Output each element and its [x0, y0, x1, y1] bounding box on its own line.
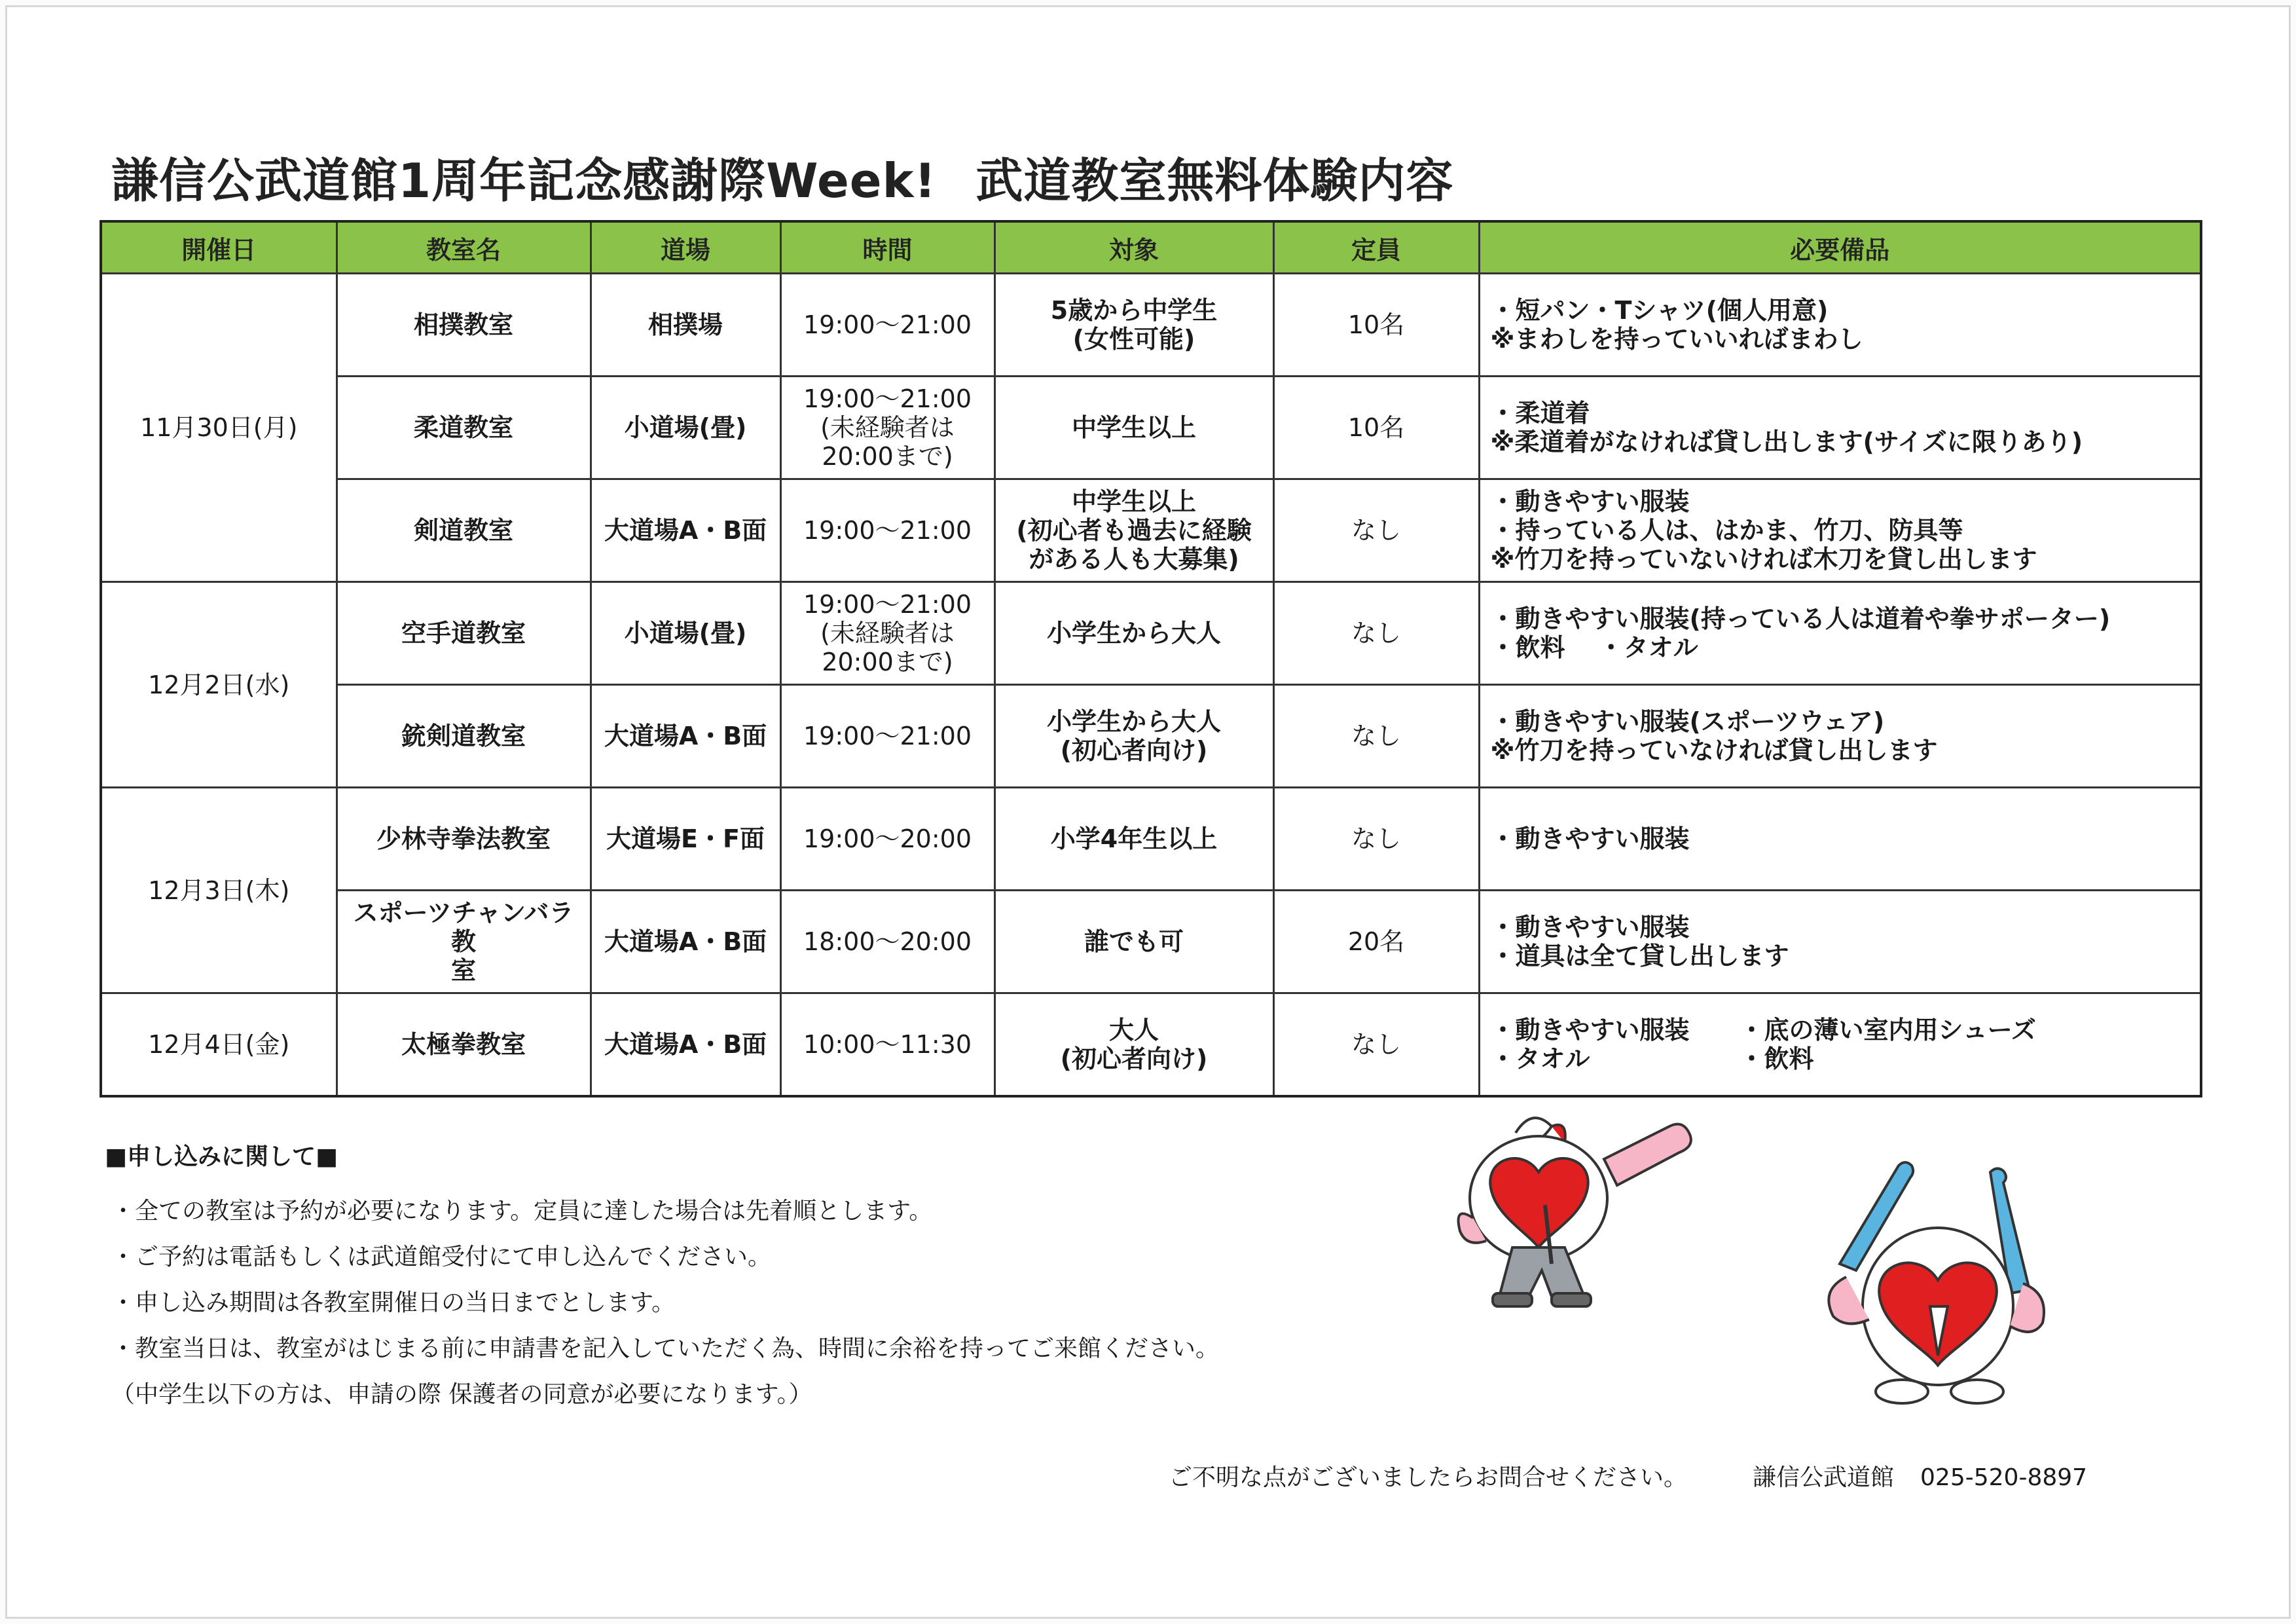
- table-header-row: [101, 221, 2201, 274]
- class-cell: スポーツチャンバラ教 室: [337, 891, 591, 993]
- dojo-cell: 大道場A・B面: [591, 993, 780, 1097]
- capacity-cell: 10名: [1273, 274, 1479, 377]
- dojo-cell: 大道場A・B面: [591, 685, 780, 788]
- header-target: 対象: [994, 221, 1273, 274]
- schedule-table: [100, 220, 2202, 1098]
- items-cell: ・動きやすい服装(持っている人は道着や拳サポーター) ・飲料 ・タオル: [1479, 582, 2201, 685]
- capacity-cell: 20名: [1273, 891, 1479, 993]
- table-row: [101, 993, 2201, 1097]
- target-cell: 小学生から大人: [994, 582, 1273, 685]
- time-cell: 19:00～21:00 (未経験者は 20:00まで): [780, 377, 994, 479]
- items-cell: ・短パン・Tシャツ(個人用意) ※まわしを持っていいればまわし: [1479, 274, 2201, 377]
- mascot-chanbara-illustration: [1813, 1159, 2062, 1421]
- note-item: ・全ての教室は予約が必要になります。定員に達した場合は先着順とします。: [111, 1198, 933, 1225]
- items-cell: ・柔道着 ※柔道着がなければ貸し出します(サイズに限りあり): [1479, 377, 2201, 479]
- class-cell: 太極拳教室: [337, 993, 591, 1097]
- target-cell: 小学4年生以上: [994, 788, 1273, 891]
- dojo-cell: 小道場(畳): [591, 377, 780, 479]
- header-class: 教室名: [337, 221, 591, 274]
- dojo-cell: 相撲場: [591, 274, 780, 377]
- items-cell: ・動きやすい服装(スポーツウェア) ※竹刀を持っていなければ貸し出します: [1479, 685, 2201, 788]
- header-time: 時間: [780, 221, 994, 274]
- mascot-kungfu-illustration: [1453, 1107, 1715, 1323]
- table-row: [101, 582, 2201, 685]
- contact-message: ご不明な点がございましたらお問合せください。: [1169, 1464, 1688, 1491]
- time-cell: 19:00～21:00: [780, 274, 994, 377]
- header-capacity: 定員: [1273, 221, 1479, 274]
- time-cell: 18:00～20:00: [780, 891, 994, 993]
- date-cell: 12月3日(木): [101, 788, 337, 993]
- note-item: ・教室当日は、教室がはじまる前に申請書を記入していただく為、時間に余裕を持ってご来館ください。: [111, 1335, 1220, 1362]
- capacity-cell: なし: [1273, 685, 1479, 788]
- header-items: 必要備品: [1479, 221, 2201, 274]
- target-cell: 中学生以上 (初心者も過去に経験 がある人も大募集): [994, 479, 1273, 582]
- target-cell: 誰でも可: [994, 891, 1273, 993]
- table-row: [101, 274, 2201, 377]
- contact-phone: 025-520-8897: [1920, 1464, 2088, 1491]
- class-cell: 剣道教室: [337, 479, 591, 582]
- capacity-cell: なし: [1273, 479, 1479, 582]
- capacity-cell: なし: [1273, 788, 1479, 891]
- time-cell: 19:00～21:00: [780, 479, 994, 582]
- date-cell: 12月2日(水): [101, 582, 337, 788]
- capacity-cell: なし: [1273, 993, 1479, 1097]
- capacity-cell: 10名: [1273, 377, 1479, 479]
- target-cell: 小学生から大人 (初心者向け): [994, 685, 1273, 788]
- time-cell: 10:00～11:30: [780, 993, 994, 1097]
- class-cell: 銃剣道教室: [337, 685, 591, 788]
- note-item: ・申し込み期間は各教室開催日の当日までとします。: [111, 1289, 676, 1316]
- table-row: [101, 685, 2201, 788]
- dojo-cell: 大道場A・B面: [591, 891, 780, 993]
- header-dojo: 道場: [591, 221, 780, 274]
- time-cell: 19:00～21:00 (未経験者は 20:00まで): [780, 582, 994, 685]
- class-cell: 少林寺拳法教室: [337, 788, 591, 891]
- dojo-cell: 小道場(畳): [591, 582, 780, 685]
- time-cell: 19:00～20:00: [780, 788, 994, 891]
- items-cell: ・動きやすい服装 ・持っている人は、はかま、竹刀、防具等 ※竹刀を持っていないければ木刀を貸し出します: [1479, 479, 2201, 582]
- items-cell: ・動きやすい服装: [1479, 788, 2201, 891]
- target-cell: 5歳から中学生 (女性可能): [994, 274, 1273, 377]
- class-cell: 相撲教室: [337, 274, 591, 377]
- date-cell: 11月30日(月): [101, 274, 337, 582]
- title-main: 謙信公武道館1周年記念感謝際Week!: [111, 153, 937, 208]
- note-item: （中学生以下の方は、申請の際 保護者の同意が必要になります。）: [111, 1381, 812, 1408]
- dojo-cell: 大道場E・F面: [591, 788, 780, 891]
- items-cell: ・動きやすい服装 ・道具は全て貸し出します: [1479, 891, 2201, 993]
- time-cell: 19:00～21:00: [780, 685, 994, 788]
- table-row: [101, 377, 2201, 479]
- date-cell: 12月4日(金): [101, 993, 337, 1097]
- page-title: [111, 143, 1453, 211]
- target-cell: 大人 (初心者向け): [994, 993, 1273, 1097]
- contact-organization: 謙信公武道館: [1753, 1464, 1895, 1491]
- items-cell: ・動きやすい服装 ・底の薄い室内用シューズ ・タオル ・飲料: [1479, 993, 2201, 1097]
- notes-list: [111, 1189, 1219, 1418]
- title-sub: 武道教室無料体験内容: [975, 153, 1454, 208]
- table-row: [101, 788, 2201, 891]
- table-row: [101, 479, 2201, 582]
- dojo-cell: 大道場A・B面: [591, 479, 780, 582]
- header-date: 開催日: [101, 221, 337, 274]
- note-item: ・ご予約は電話もしくは武道館受付にて申し込んでください。: [111, 1244, 772, 1270]
- table-row: [101, 891, 2201, 993]
- notes-heading: ■申し込みに関して■: [105, 1143, 338, 1170]
- class-cell: 空手道教室: [337, 582, 591, 685]
- target-cell: 中学生以上: [994, 377, 1273, 479]
- class-cell: 柔道教室: [337, 377, 591, 479]
- capacity-cell: なし: [1273, 582, 1479, 685]
- contact-info: [1169, 1459, 2087, 1492]
